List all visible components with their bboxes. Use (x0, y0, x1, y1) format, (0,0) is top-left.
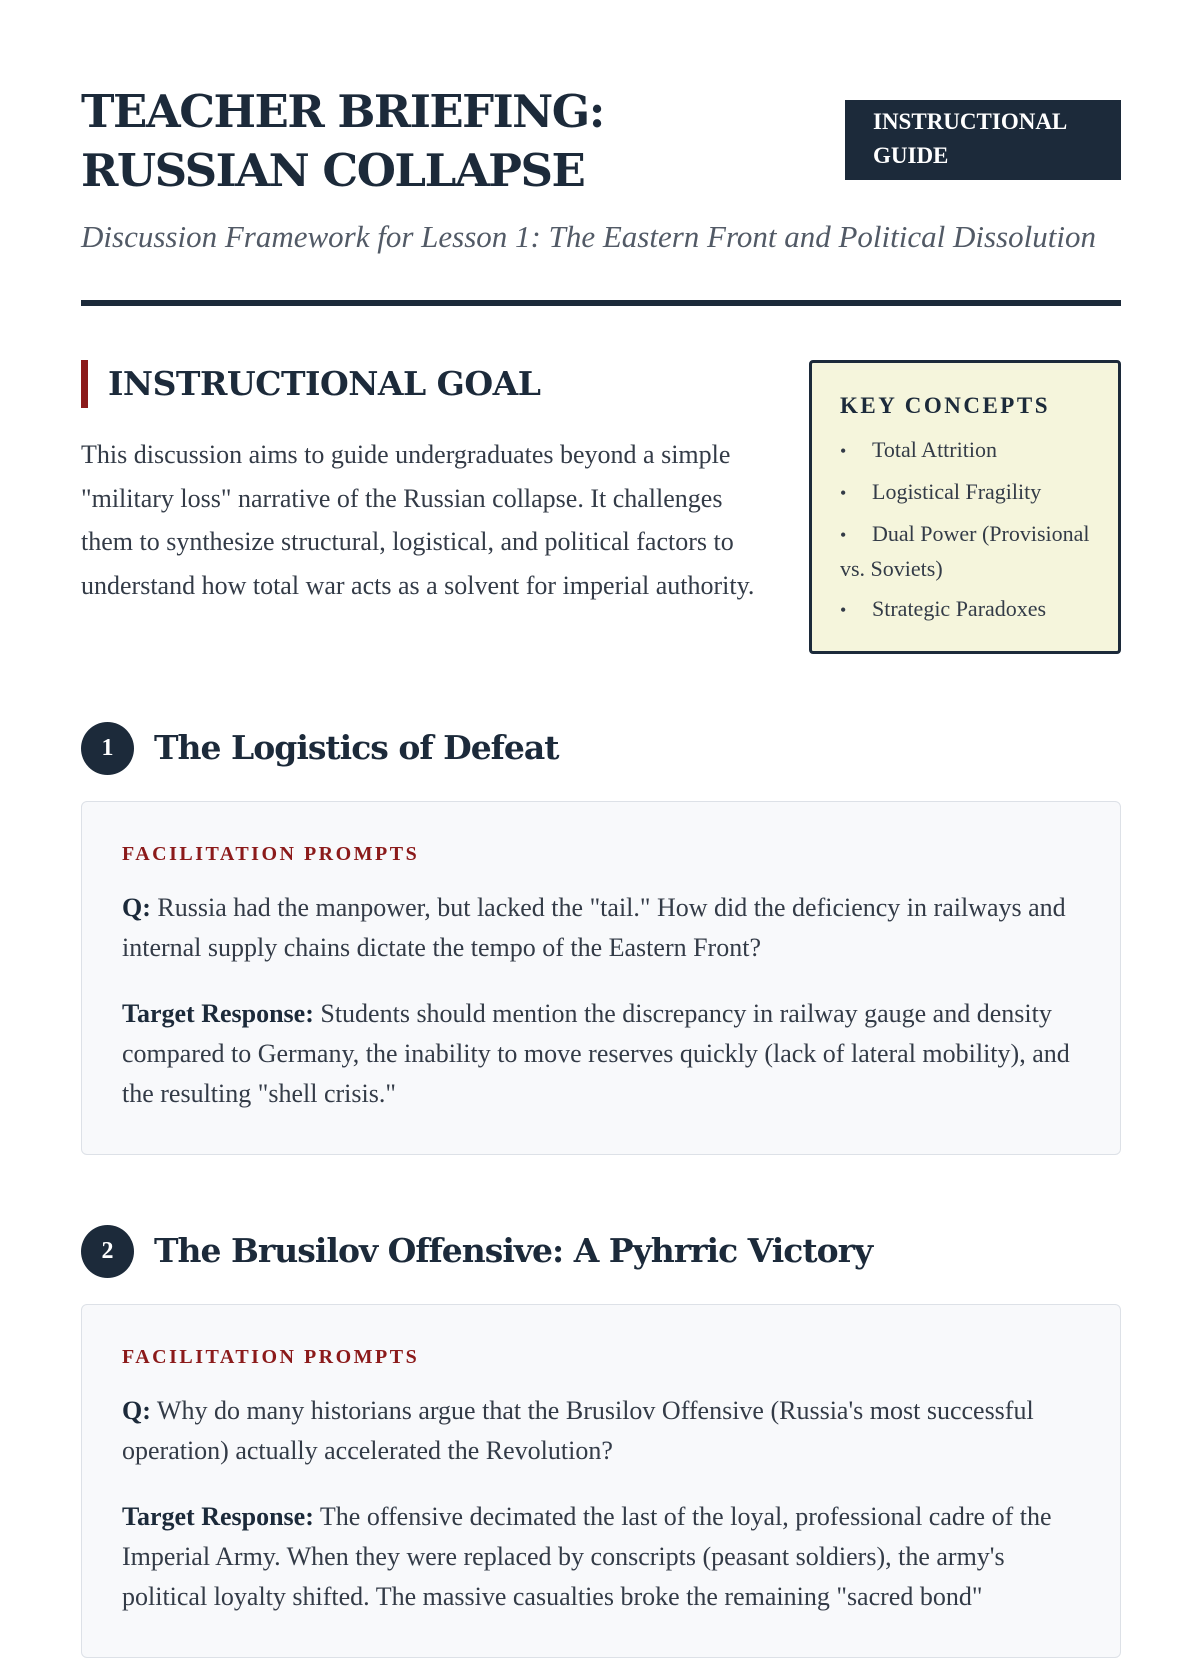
key-concepts-box (809, 360, 1121, 654)
question-label: Q: (122, 893, 151, 922)
document-subtitle: Discussion Framework for Lesson 1: The Eastern Front and Political Dissolution (81, 219, 1096, 254)
section-number-badge: 1 (81, 722, 134, 775)
target-response (122, 1497, 1080, 1617)
bullet-icon: • (840, 600, 847, 620)
section-title: The Brusilov Offensive: A Pyhrric Victory (154, 1231, 873, 1270)
question-text: Why do many historians argue that the Brusilov Offensive (Russia's most successful operation) actually accelerated the Revolution? (122, 1396, 1034, 1465)
section-title: The Logistics of Defeat (154, 728, 559, 767)
bullet-icon: • (840, 441, 847, 461)
discussion-question (122, 1391, 1080, 1471)
goal-heading: INSTRUCTIONAL GOAL (108, 364, 541, 403)
target-response-label: Target Response: (122, 1502, 314, 1531)
section-number-badge: 2 (81, 1225, 134, 1278)
briefing-page (81, 0, 1121, 1611)
document-header (81, 0, 1121, 304)
concept-label: Dual Power (Provisional vs. Soviets) (840, 521, 1090, 581)
target-response (122, 994, 1080, 1114)
document-title: TEACHER BRIEFING: RUSSIAN COLLAPSE (81, 85, 604, 197)
list-item (840, 592, 1090, 627)
facilitation-prompts-label: FACILITATION PROMPTS (122, 1346, 420, 1368)
concept-label: Strategic Paradoxes (872, 596, 1047, 621)
goal-description: This discussion aims to guide undergraduates beyond a simple "military loss" narrative of the Russian collapse. It challenges them to synthesize structural, logistical, and political factors to understand how total war acts as a solvent for imperial authority. (81, 440, 755, 600)
header-divider (81, 300, 1121, 306)
question-label: Q: (122, 1396, 151, 1425)
target-response-text: Students should mention the discrepancy in railway gauge and density compared to Germany, the inability to move reserves quickly (lack of lateral mobility), and the resulting "shell crisis." (122, 999, 1070, 1108)
question-text: Russia had the manpower, but lacked the "tail." How did the deficiency in railways and internal supply chains dictate the tempo of the Eastern Front? (122, 893, 1066, 962)
target-response-text: The offensive decimated the last of the loyal, professional cadre of the Imperial Army. When they were replaced by conscripts (peasant soldiers), the army's political loyalty shifted. The massive casualties broke the remaining "sacred bond" (122, 1502, 1052, 1611)
list-item (840, 517, 1090, 585)
discussion-section-2 (81, 1223, 1121, 1611)
goal-heading-accent (81, 360, 540, 408)
facilitation-prompts-label: FACILITATION PROMPTS (122, 843, 420, 865)
concept-label: Total Attrition (872, 437, 997, 462)
target-response-label: Target Response: (122, 999, 314, 1028)
bullet-icon: • (840, 525, 847, 545)
section-header (81, 720, 1121, 776)
key-concepts-title: KEY CONCEPTS (840, 393, 1050, 418)
facilitation-prompts-box (81, 1304, 1121, 1658)
document-type-badge: INSTRUCTIONAL GUIDE (845, 100, 1121, 180)
bullet-icon: • (840, 483, 847, 503)
concept-label: Logistical Fragility (872, 479, 1042, 504)
discussion-question (122, 888, 1080, 968)
list-item (840, 475, 1090, 510)
discussion-section-1 (81, 720, 1121, 1108)
facilitation-prompts-box (81, 801, 1121, 1155)
key-concepts-list (840, 433, 1090, 627)
section-header (81, 1223, 1121, 1279)
list-item (840, 433, 1090, 468)
